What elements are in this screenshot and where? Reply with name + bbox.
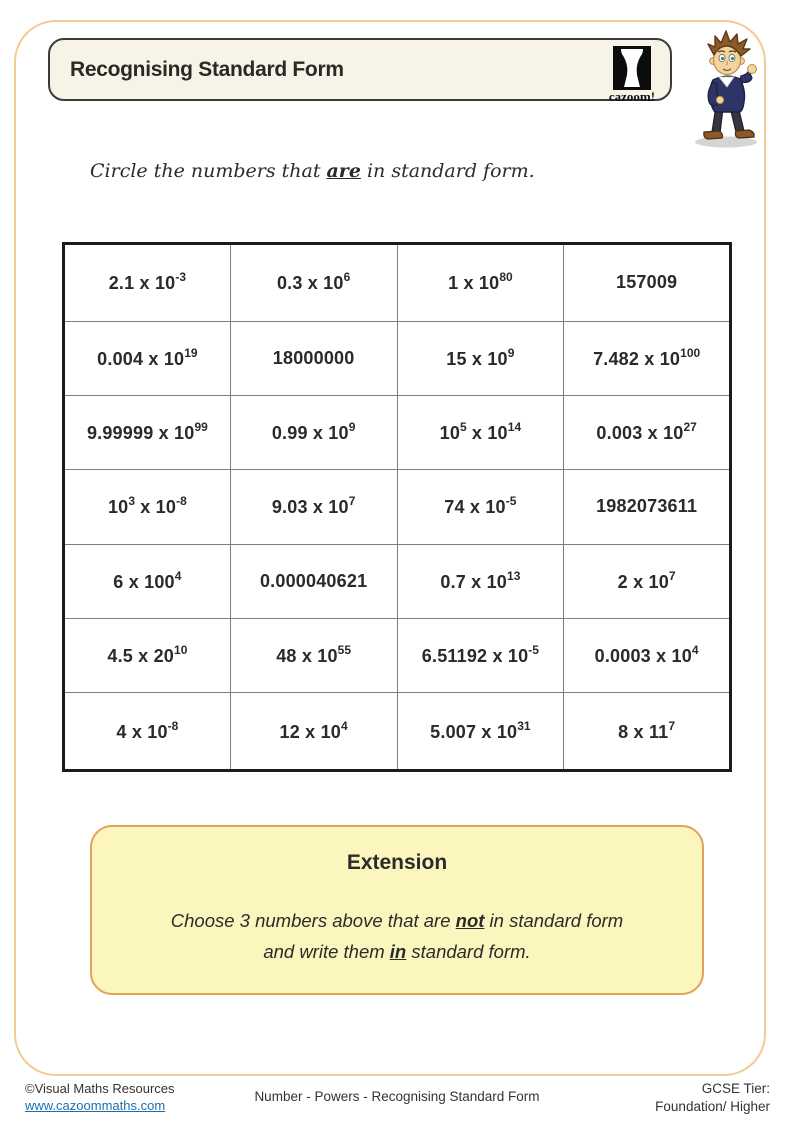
number-cell: 4.5 x $20^{10}$ (64, 619, 231, 693)
number-cell: 7.482 x $10^{100}$ (564, 321, 731, 395)
table-row (64, 244, 731, 322)
numbers-grid (62, 242, 732, 772)
number-cell: 0.3 x $10^6$ (230, 244, 397, 322)
table-row (64, 619, 731, 693)
number-cell: 6 x $100^4$ (64, 544, 231, 618)
number-cell: 0.7 x $10^{13}$ (397, 544, 564, 618)
extension-line1 (92, 905, 702, 936)
instruction-emphasis: are (326, 160, 361, 182)
table-row (64, 321, 731, 395)
number-cell: 9.03 x $10^7$ (230, 470, 397, 544)
extension-line2-suffix: standard form. (406, 941, 531, 962)
number-cell: 12 x $10^4$ (230, 693, 397, 771)
number-cell: 157009 (564, 244, 731, 322)
table-row (64, 544, 731, 618)
website-link[interactable]: www.cazoommaths.com (25, 1098, 166, 1113)
tier-label: GCSE Tier: (701, 1081, 770, 1096)
cazoom-logo (606, 46, 658, 105)
number-cell: 2.1 x $10^{-3}$ (64, 244, 231, 322)
tier-value: Foundation/ Higher (655, 1099, 770, 1114)
number-cell: 9.99999 x $10^{99}$ (64, 395, 231, 469)
extension-line1-prefix: Choose 3 numbers above that are (170, 910, 456, 931)
mascot-boy-illustration (686, 28, 770, 150)
extension-title: Extension (346, 851, 448, 874)
extension-line2 (92, 936, 702, 967)
extension-line2-prefix: and write them (263, 941, 390, 962)
number-cell: 0.000040621 (230, 544, 397, 618)
number-cell: 15 x $10^9$ (397, 321, 564, 395)
number-cell: 8 x $11^7$ (564, 693, 731, 771)
numbers-table (62, 242, 732, 772)
number-cell: $10^5$ x $10^{14}$ (397, 395, 564, 469)
number-cell: 4 x $10^{-8}$ (64, 693, 231, 771)
footer-tier-info (655, 1080, 770, 1116)
number-cell: $10^3$ x $10^{-8}$ (64, 470, 231, 544)
copyright-text: ©Visual Maths Resources (25, 1081, 175, 1096)
number-cell: 0.004 x $10^{19}$ (64, 321, 231, 395)
number-cell: 2 x $10^7$ (564, 544, 731, 618)
number-cell: 18000000 (230, 321, 397, 395)
number-cell: 74 x $10^{-5}$ (397, 470, 564, 544)
extension-line1-emphasis: not (455, 910, 485, 931)
table-row (64, 693, 731, 771)
worksheet-title-box (48, 38, 672, 104)
number-cell: 48 x $10^{55}$ (230, 619, 397, 693)
numbers-table-body (64, 244, 731, 771)
table-row (64, 470, 731, 544)
number-cell: 1 x $10^{80}$ (397, 244, 564, 322)
instruction-suffix: in standard form. (360, 160, 535, 182)
number-cell: 0.99 x $10^9$ (230, 395, 397, 469)
number-cell: 6.51192 x $10^{-5}$ (397, 619, 564, 693)
number-cell: 0.0003 x $10^4$ (564, 619, 731, 693)
extension-box (90, 825, 704, 995)
extension-line1-suffix: in standard form (484, 910, 624, 931)
extension-line2-emphasis: in (389, 941, 407, 962)
footer (0, 1078, 794, 1123)
cazoom-logo-word: cazoom! (608, 89, 656, 104)
number-cell: 0.003 x $10^{27}$ (564, 395, 731, 469)
instruction-text (90, 160, 650, 182)
cazoom-drum-icon (613, 46, 651, 90)
number-cell: 1982073611 (564, 470, 731, 544)
number-cell: 5.007 x $10^{31}$ (397, 693, 564, 771)
instruction-prefix: Circle the numbers that (90, 160, 327, 182)
page-title: Recognising Standard Form (70, 57, 344, 81)
footer-topic-path: Number - Powers - Recognising Standard Form (254, 1089, 540, 1104)
extension-body (92, 905, 702, 967)
table-row (64, 395, 731, 469)
